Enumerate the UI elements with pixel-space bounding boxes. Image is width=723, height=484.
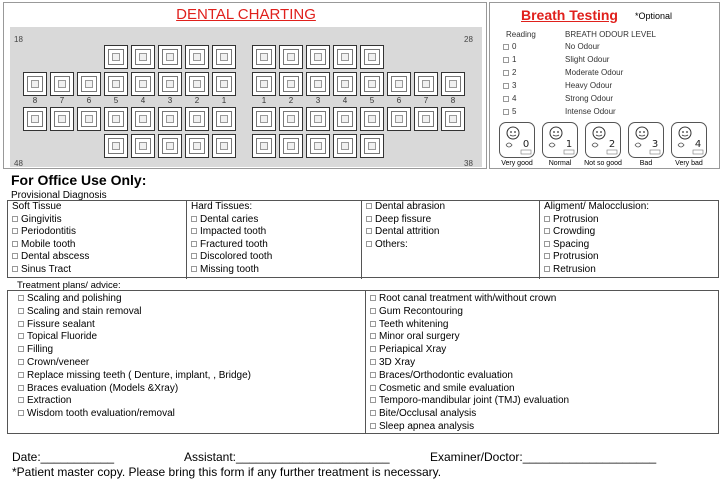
tooth-right-r2-3[interactable] <box>333 107 357 131</box>
corner-label-top-right: 28 <box>464 35 473 44</box>
checkbox-label: Crowding <box>553 226 596 238</box>
tooth-number-left: 1 <box>221 96 227 105</box>
checkbox-label: Wisdom tooth evaluation/removal <box>27 408 175 420</box>
tooth-right-r1-6[interactable] <box>414 72 438 96</box>
tooth-right-r1-7[interactable] <box>441 72 465 96</box>
breath-face-label: Bad <box>639 160 653 167</box>
treatment-plans-label: Treatment plans/ advice: <box>17 280 121 291</box>
tooth-left-r1-3[interactable] <box>104 72 128 96</box>
tooth-number-right: 2 <box>288 96 294 105</box>
soft-tissue-option[interactable] <box>12 251 190 264</box>
tooth-left-r1-4[interactable] <box>131 72 155 96</box>
odour-level-number: 4 <box>512 94 517 103</box>
checkbox[interactable] <box>370 346 376 352</box>
treatment-option[interactable] <box>370 408 569 421</box>
tooth-right-r2-1[interactable] <box>279 107 303 131</box>
checkbox-label: Sleep apnea analysis <box>379 420 475 432</box>
treatment-right-list <box>370 293 569 434</box>
checkbox-label: Gum Recontouring <box>379 305 463 317</box>
examiner-field[interactable]: Examiner/Doctor:____________________ <box>430 450 657 464</box>
soft-tissue-heading: Soft Tissue <box>12 201 62 212</box>
reading-header: Reading <box>506 30 536 39</box>
tooth-right-r2-5[interactable] <box>387 107 411 131</box>
tooth-right-r3-1[interactable] <box>279 134 303 158</box>
odour-level-label: No Odour <box>565 42 600 51</box>
breath-face-label: Not so good <box>584 160 622 167</box>
tooth-number-left: 6 <box>86 96 92 105</box>
tooth-number-right: 1 <box>261 96 267 105</box>
checkbox[interactable] <box>12 216 18 222</box>
checkbox-label: Scaling and stain removal <box>27 305 142 317</box>
checkbox-label: Deep fissure <box>375 213 432 225</box>
treatment-option[interactable] <box>370 306 569 319</box>
hard-tissue-option[interactable] <box>191 214 361 227</box>
tooth-number-left: 7 <box>59 96 65 105</box>
breath-testing-panel <box>489 2 720 169</box>
tooth-left-r3-7[interactable] <box>212 134 236 158</box>
tooth-right-r2-4[interactable] <box>360 107 384 131</box>
alignment-option[interactable] <box>544 226 719 239</box>
treatment-option[interactable] <box>18 331 251 344</box>
checkbox-label: Scaling and polishing <box>27 293 122 304</box>
odour-level-label: Moderate Odour <box>565 68 624 77</box>
treatment-option[interactable] <box>370 331 569 344</box>
hard-tissue-option[interactable] <box>191 264 361 277</box>
checkbox-label: Protrusion <box>553 213 599 225</box>
tooth-left-r0-6[interactable] <box>185 45 209 69</box>
tooth-right-r1-0[interactable] <box>252 72 276 96</box>
breath-face-label: Normal <box>548 160 572 167</box>
tooth-number-left: 4 <box>140 96 146 105</box>
tooth-left-r1-0[interactable] <box>23 72 47 96</box>
treatment-option[interactable] <box>370 344 569 357</box>
tooth-left-r2-7[interactable] <box>212 107 236 131</box>
odour-level-checkbox[interactable] <box>503 57 509 63</box>
checkbox[interactable] <box>12 253 18 259</box>
tooth-number-left: 3 <box>167 96 173 105</box>
office-use-title: For Office Use Only: <box>11 172 147 188</box>
checkbox[interactable] <box>12 228 18 234</box>
checkbox-label: Bite/Occlusal analysis <box>379 408 477 420</box>
treatment-option[interactable] <box>370 421 569 434</box>
odour-level-number: 5 <box>512 107 517 116</box>
checkbox-label: Temporo-mandibular joint (TMJ) evaluation <box>379 395 570 407</box>
checkbox[interactable] <box>18 333 24 339</box>
checkbox-label: Impacted tooth <box>200 226 267 238</box>
odour-level-label: Strong Odour <box>565 94 614 103</box>
tooth-left-r1-6[interactable] <box>185 72 209 96</box>
checkbox[interactable] <box>370 295 376 301</box>
hard-tissues-column <box>186 201 361 279</box>
tooth-left-r3-5[interactable] <box>158 134 182 158</box>
checkbox-label: Topical Fluoride <box>27 331 98 343</box>
hard-tissue-option[interactable] <box>191 226 361 239</box>
other-conditions-column <box>361 201 539 279</box>
other-condition-option[interactable] <box>366 239 539 252</box>
soft-tissue-option[interactable] <box>12 264 190 277</box>
odour-level-checkbox[interactable] <box>503 96 509 102</box>
checkbox[interactable] <box>370 333 376 339</box>
date-field[interactable]: Date:___________ <box>12 450 115 464</box>
tooth-right-r1-4[interactable] <box>360 72 384 96</box>
alignment-option[interactable] <box>544 251 719 264</box>
treatment-option[interactable] <box>18 306 251 319</box>
odour-level-number: 3 <box>512 81 517 90</box>
corner-label-bottom-right: 38 <box>464 159 473 168</box>
soft-tissue-option[interactable] <box>12 214 190 227</box>
checkbox[interactable] <box>191 253 197 259</box>
breath-testing-title: Breath Testing <box>521 7 618 23</box>
treatment-option[interactable] <box>18 357 251 370</box>
tooth-left-r2-4[interactable] <box>131 107 155 131</box>
tooth-left-r3-6[interactable] <box>185 134 209 158</box>
checkbox[interactable] <box>191 228 197 234</box>
checkbox-label: Braces/Orthodontic evaluation <box>379 369 513 381</box>
tooth-right-r1-1[interactable] <box>279 72 303 96</box>
checkbox[interactable] <box>370 359 376 365</box>
checkbox[interactable] <box>544 253 550 259</box>
tooth-left-r1-2[interactable] <box>77 72 101 96</box>
odour-level-number: 2 <box>512 68 517 77</box>
checkbox-label: Extraction <box>27 395 72 407</box>
hard-tissue-option[interactable] <box>191 251 361 264</box>
odour-level-checkbox[interactable] <box>503 83 509 89</box>
alignment-column <box>539 201 719 279</box>
treatment-option[interactable] <box>370 319 569 332</box>
odour-level-label: Intense Odour <box>565 107 616 116</box>
odour-level-checkbox[interactable] <box>503 109 509 115</box>
tooth-left-r0-7[interactable] <box>212 45 236 69</box>
tooth-right-r3-4[interactable] <box>360 134 384 158</box>
checkbox-label: Root canal treatment with/without crown <box>379 293 557 304</box>
tooth-number-right: 8 <box>450 96 456 105</box>
breath-face-icon[interactable] <box>585 122 621 158</box>
checkbox-label: Minor oral surgery <box>379 331 460 343</box>
tooth-right-r2-7[interactable] <box>441 107 465 131</box>
provisional-diagnosis-label: Provisional Diagnosis <box>11 190 107 201</box>
checkbox-label: Fissure sealant <box>27 318 95 330</box>
breath-face-icon[interactable] <box>628 122 664 158</box>
checkbox-label: Retrusion <box>553 263 596 275</box>
breath-face-icon[interactable] <box>542 122 578 158</box>
checkbox-label: Replace missing teeth ( Denture, implant, , Bridge) <box>27 369 251 381</box>
checkbox[interactable] <box>18 295 24 301</box>
tooth-right-r2-6[interactable] <box>414 107 438 131</box>
tooth-left-r3-4[interactable] <box>131 134 155 158</box>
tooth-number-left: 8 <box>32 96 38 105</box>
treatment-option[interactable] <box>18 344 251 357</box>
tooth-right-r3-2[interactable] <box>306 134 330 158</box>
diagnosis-table <box>7 200 719 278</box>
other-condition-option[interactable] <box>366 214 539 227</box>
checkbox[interactable] <box>18 321 24 327</box>
svg-text:2: 2 <box>608 139 616 150</box>
svg-text:3: 3 <box>651 139 659 150</box>
patient-copy-note: *Patient master copy. Please bring this form if any further treatment is necessary. <box>12 465 442 479</box>
checkbox[interactable] <box>366 228 372 234</box>
checkbox[interactable] <box>18 385 24 391</box>
dental-charting-title: DENTAL CHARTING <box>176 6 316 23</box>
other-condition-option[interactable] <box>366 226 539 239</box>
checkbox[interactable] <box>544 266 550 272</box>
hard-tissue-option[interactable] <box>191 239 361 252</box>
tooth-left-r1-5[interactable] <box>158 72 182 96</box>
odour-level-checkbox[interactable] <box>503 70 509 76</box>
tooth-right-r0-4[interactable] <box>360 45 384 69</box>
checkbox-label: Others: <box>375 238 408 250</box>
tooth-left-r2-5[interactable] <box>158 107 182 131</box>
checkbox-label: Fractured tooth <box>200 238 268 250</box>
checkbox-label: Missing tooth <box>200 263 259 275</box>
odour-level-number: 0 <box>512 42 517 51</box>
treatment-option[interactable] <box>18 408 251 421</box>
tooth-right-r0-1[interactable] <box>279 45 303 69</box>
checkbox[interactable] <box>12 241 18 247</box>
tooth-left-r2-1[interactable] <box>50 107 74 131</box>
soft-tissue-option[interactable] <box>12 239 190 252</box>
treatment-option[interactable] <box>18 370 251 383</box>
breath-face-label: Very bad <box>675 160 703 167</box>
checkbox[interactable] <box>18 410 24 416</box>
corner-label-top-left: 18 <box>14 35 23 44</box>
checkbox-label: Gingivitis <box>21 213 62 225</box>
tooth-left-r2-6[interactable] <box>185 107 209 131</box>
checkbox[interactable] <box>544 228 550 234</box>
checkbox[interactable] <box>18 359 24 365</box>
alignment-option[interactable] <box>544 264 719 277</box>
tooth-left-r2-3[interactable] <box>104 107 128 131</box>
tooth-right-r3-3[interactable] <box>333 134 357 158</box>
checkbox-label: Cosmetic and smile evaluation <box>379 382 515 394</box>
tooth-left-r1-7[interactable] <box>212 72 236 96</box>
treatment-left-list <box>18 293 251 421</box>
breath-face-icon[interactable] <box>671 122 707 158</box>
tooth-left-r1-1[interactable] <box>50 72 74 96</box>
checkbox-label: 3D Xray <box>379 356 416 368</box>
tooth-right-r2-2[interactable] <box>306 107 330 131</box>
tooth-number-left: 5 <box>113 96 119 105</box>
checkbox-label: Filling <box>27 344 54 356</box>
checkbox[interactable] <box>370 308 376 314</box>
svg-text:0: 0 <box>522 139 530 150</box>
checkbox-label: Crown/veneer <box>27 356 90 368</box>
checkbox-label: Braces evaluation (Models &Xray) <box>27 382 179 394</box>
checkbox[interactable] <box>370 385 376 391</box>
soft-tissue-column <box>12 201 190 279</box>
checkbox[interactable] <box>370 372 376 378</box>
checkbox-label: Dental abscess <box>21 251 90 263</box>
checkbox[interactable] <box>366 203 372 209</box>
tooth-left-r0-3[interactable] <box>104 45 128 69</box>
checkbox[interactable] <box>191 266 197 272</box>
treatment-option[interactable] <box>18 383 251 396</box>
checkbox[interactable] <box>370 423 376 429</box>
tooth-left-r0-4[interactable] <box>131 45 155 69</box>
tooth-right-r3-0[interactable] <box>252 134 276 158</box>
other-condition-option[interactable] <box>366 201 539 214</box>
treatment-option[interactable] <box>370 293 569 306</box>
treatment-option[interactable] <box>370 370 569 383</box>
tooth-left-r0-5[interactable] <box>158 45 182 69</box>
treatment-option[interactable] <box>370 395 569 408</box>
tooth-right-r0-0[interactable] <box>252 45 276 69</box>
checkbox-label: Periapical Xray <box>379 344 447 356</box>
checkbox-label: Dental caries <box>200 213 259 225</box>
checkbox[interactable] <box>18 308 24 314</box>
tooth-number-right: 7 <box>423 96 429 105</box>
checkbox[interactable] <box>370 410 376 416</box>
tooth-right-r1-2[interactable] <box>306 72 330 96</box>
checkbox[interactable] <box>12 266 18 272</box>
odour-level-label: Slight Odour <box>565 55 610 64</box>
checkbox[interactable] <box>370 397 376 403</box>
checkbox[interactable] <box>366 216 372 222</box>
checkbox-label: Protrusion <box>553 251 599 263</box>
svg-text:4: 4 <box>694 139 702 150</box>
tooth-number-right: 4 <box>342 96 348 105</box>
tooth-right-r0-3[interactable] <box>333 45 357 69</box>
tooth-left-r3-3[interactable] <box>104 134 128 158</box>
checkbox-label: Dental abrasion <box>375 201 446 212</box>
corner-label-bottom-left: 48 <box>14 159 23 168</box>
assistant-field[interactable]: Assistant:_______________________ <box>184 450 390 464</box>
checkbox[interactable] <box>18 346 24 352</box>
checkbox-label: Discolored tooth <box>200 251 273 263</box>
svg-text:1: 1 <box>565 139 573 150</box>
odour-level-checkbox[interactable] <box>503 44 509 50</box>
checkbox[interactable] <box>544 216 550 222</box>
checkbox[interactable] <box>18 397 24 403</box>
treatment-option[interactable] <box>370 357 569 370</box>
checkbox[interactable] <box>191 216 197 222</box>
checkbox[interactable] <box>191 241 197 247</box>
alignment-option[interactable] <box>544 239 719 252</box>
checkbox-label: Mobile tooth <box>21 238 76 250</box>
checkbox[interactable] <box>370 321 376 327</box>
dental-charting-panel <box>3 2 487 169</box>
tooth-number-right: 6 <box>396 96 402 105</box>
tooth-right-r1-5[interactable] <box>387 72 411 96</box>
checkbox-label: Teeth whitening <box>379 318 449 330</box>
checkbox[interactable] <box>544 241 550 247</box>
tooth-chart <box>10 27 482 167</box>
alignment-option[interactable] <box>544 214 719 227</box>
tooth-left-r2-2[interactable] <box>77 107 101 131</box>
checkbox-label: Spacing <box>553 238 590 250</box>
tooth-right-r2-0[interactable] <box>252 107 276 131</box>
checkbox-label: Periodontitis <box>21 226 77 238</box>
treatment-option[interactable] <box>18 293 251 306</box>
tooth-left-r2-0[interactable] <box>23 107 47 131</box>
breath-face-icon[interactable] <box>499 122 535 158</box>
tooth-number-right: 3 <box>315 96 321 105</box>
hard-tissues-heading: Hard Tissues: <box>191 201 253 212</box>
checkbox[interactable] <box>366 241 372 247</box>
odour-level-number: 1 <box>512 55 517 64</box>
treatment-divider <box>365 290 366 434</box>
tooth-right-r1-3[interactable] <box>333 72 357 96</box>
checkbox-label: Dental attrition <box>375 226 440 238</box>
tooth-number-left: 2 <box>194 96 200 105</box>
checkbox[interactable] <box>18 372 24 378</box>
breath-face-label: Very good <box>501 160 533 167</box>
treatment-table <box>7 290 719 434</box>
treatment-option[interactable] <box>18 395 251 408</box>
tooth-number-right: 5 <box>369 96 375 105</box>
alignment-heading: Aligment/ Malocclusion: <box>544 201 650 212</box>
tooth-right-r0-2[interactable] <box>306 45 330 69</box>
odour-level-header: BREATH ODOUR LEVEL <box>565 30 656 39</box>
optional-note: *Optional <box>635 11 673 21</box>
treatment-option[interactable] <box>18 319 251 332</box>
checkbox-label: Sinus Tract <box>21 263 72 275</box>
odour-level-label: Heavy Odour <box>565 81 613 90</box>
soft-tissue-option[interactable] <box>12 226 190 239</box>
treatment-option[interactable] <box>370 383 569 396</box>
